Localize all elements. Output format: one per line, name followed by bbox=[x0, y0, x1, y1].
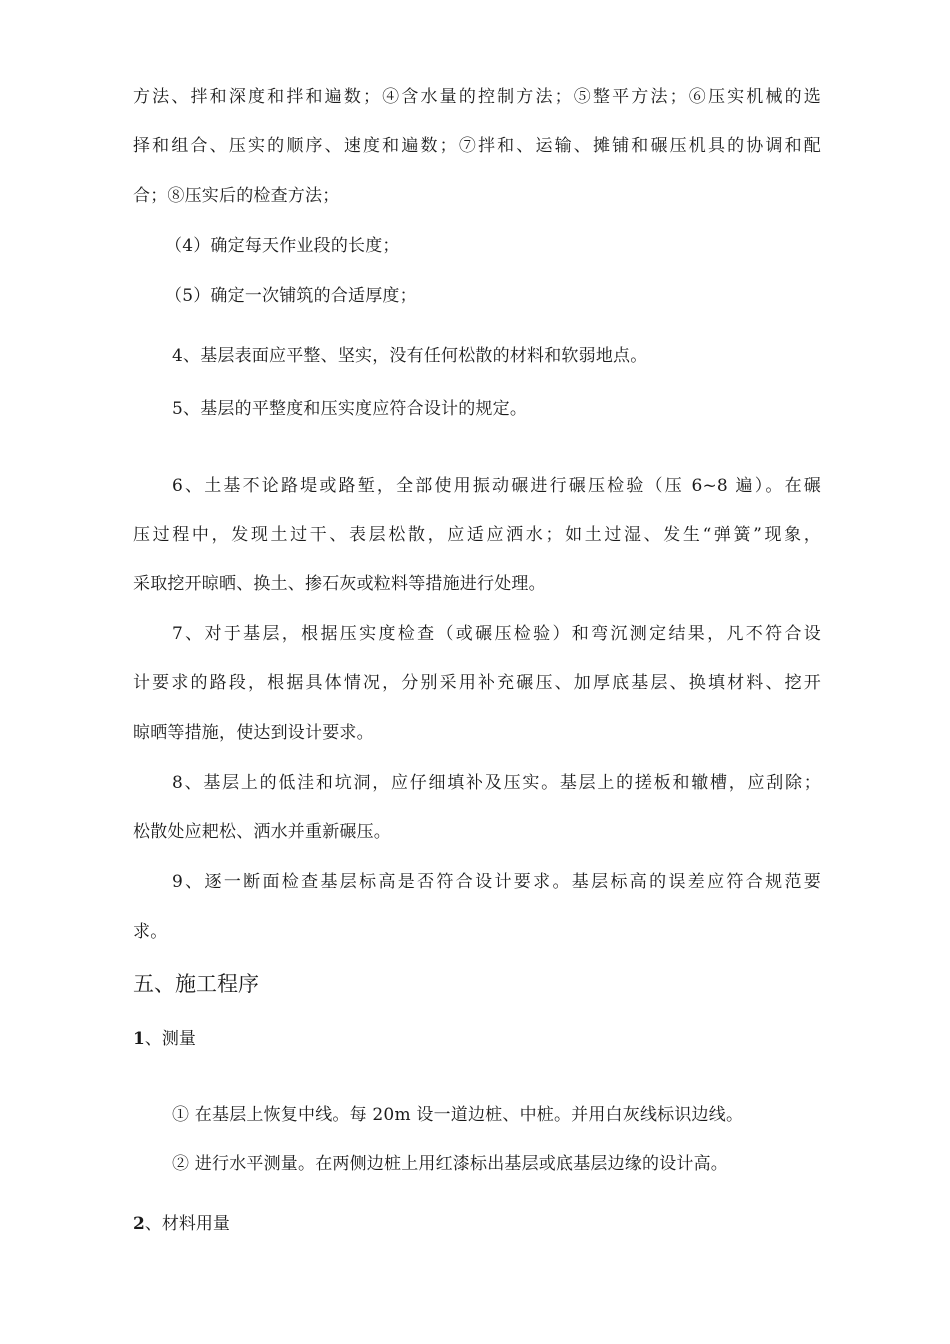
paragraph-line: 择和组合、压实的顺序、速度和遍数；⑦拌和、运输、摊铺和碾压机具的协调和配 bbox=[133, 136, 821, 156]
survey-item-2: ② 进行水平测量。在两侧边桩上用红漆标出基层或底基层边缘的设计高。 bbox=[172, 1154, 729, 1174]
numbered-item-7: 7、对于基层，根据压实度检查（或碾压检验）和弯沉测定结果，凡不符合设 bbox=[172, 624, 821, 644]
paragraph-line: 松散处应耙松、洒水并重新碾压。 bbox=[133, 822, 391, 842]
subheading-survey bbox=[133, 1028, 196, 1050]
numbered-item-6: 6、土基不论路堤或路堑，全部使用振动碾进行碾压检验（压 6~8 遍）。在碾 bbox=[172, 476, 821, 496]
subheading-number: 1 bbox=[133, 1029, 145, 1049]
paragraph-line: 方法、拌和深度和拌和遍数；④含水量的控制方法；⑤整平方法；⑥压实机械的选 bbox=[133, 87, 821, 107]
subheading-materials bbox=[133, 1213, 230, 1235]
numbered-item-8: 8、基层上的低洼和坑洞，应仔细填补及压实。基层上的搓板和辙槽，应刮除； bbox=[172, 773, 821, 793]
paragraph-line: 合；⑧压实后的检查方法； bbox=[133, 186, 340, 206]
section-heading: 五、施工程序 bbox=[133, 972, 259, 996]
numbered-item-4: 4、基层表面应平整、坚实，没有任何松散的材料和软弱地点。 bbox=[172, 346, 648, 366]
numbered-item-5: 5、基层的平整度和压实度应符合设计的规定。 bbox=[172, 399, 528, 419]
paragraph-line: 求。 bbox=[133, 922, 168, 942]
numbered-item-9: 9、逐一断面检查基层标高是否符合设计要求。基层标高的误差应符合规范要 bbox=[172, 872, 821, 892]
survey-item-1: ① 在基层上恢复中线。每 20m 设一道边桩、中桩。并用白灰线标识边线。 bbox=[172, 1105, 744, 1125]
list-item: （4）确定每天作业段的长度； bbox=[165, 236, 400, 256]
paragraph-line: 压过程中，发现土过干、表层松散，应适应洒水；如土过湿、发生“弹簧”现象， bbox=[133, 525, 821, 545]
subheading-text: 、测量 bbox=[144, 1029, 196, 1049]
paragraph-line: 晾晒等措施，使达到设计要求。 bbox=[133, 723, 374, 743]
paragraph-line: 采取挖开晾晒、换土、掺石灰或粒料等措施进行处理。 bbox=[133, 574, 546, 594]
subheading-number: 2 bbox=[133, 1214, 145, 1234]
paragraph-line: 计要求的路段，根据具体情况，分别采用补充碾压、加厚底基层、换填材料、挖开 bbox=[133, 673, 821, 693]
list-item: （5）确定一次铺筑的合适厚度； bbox=[165, 286, 417, 306]
subheading-text: 、材料用量 bbox=[144, 1214, 230, 1234]
